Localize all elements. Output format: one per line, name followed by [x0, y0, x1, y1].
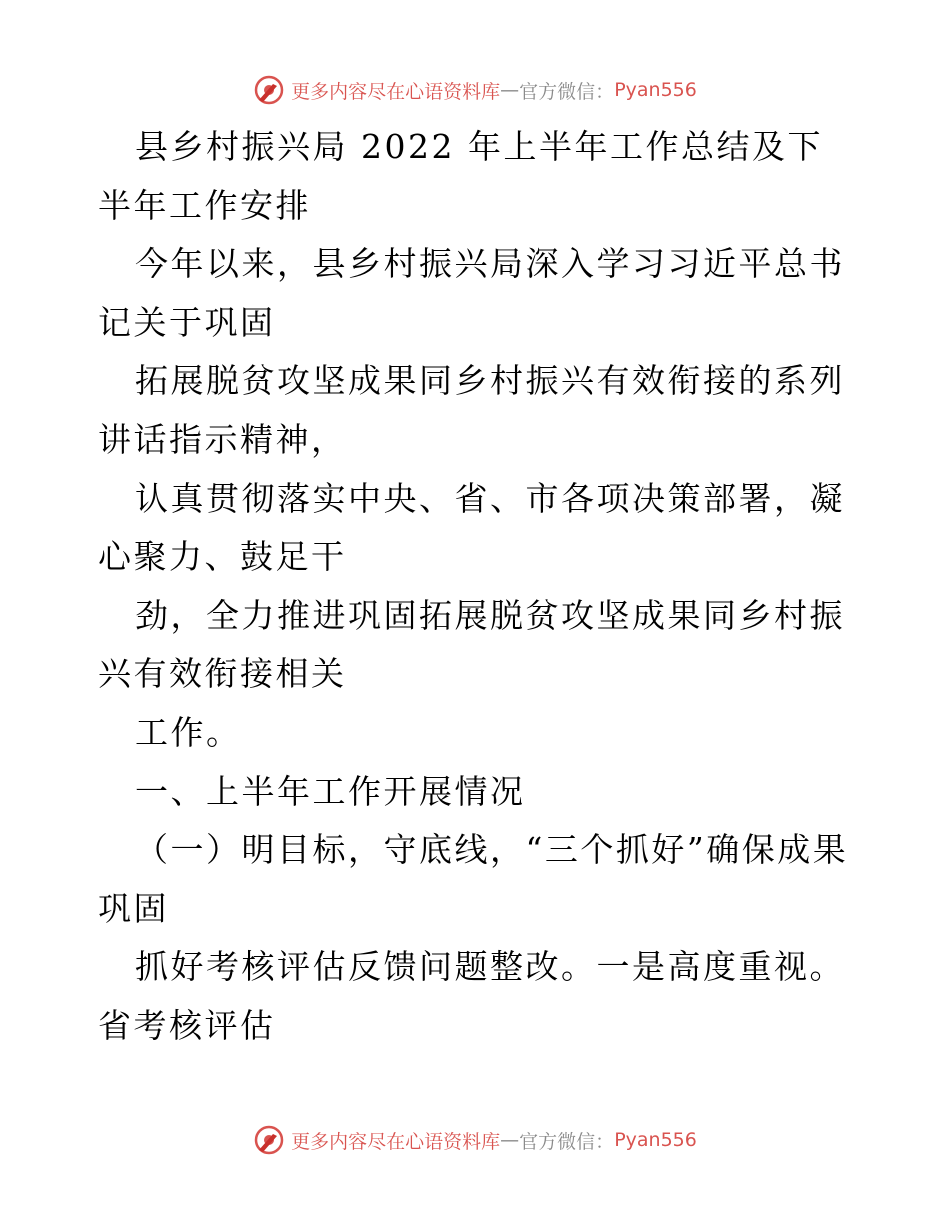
paragraph: 抓好考核评估反馈问题整改。一是高度重视。省考核评估 [98, 947, 845, 1045]
watermark-separator: — [500, 1129, 520, 1151]
watermark-wechat-id: Pyan556 [614, 1129, 697, 1151]
document-title: 县乡村振兴局 2022 年上半年工作总结及下半年工作安排 [98, 127, 823, 225]
watermark-wechat-id: Pyan556 [614, 79, 697, 101]
header-watermark [0, 70, 950, 110]
paragraph: 拓展脱贫攻坚成果同乡村振兴有效衔接的系列讲话指示精神， [98, 361, 845, 459]
watermark-wechat-label: 官方微信： [519, 80, 615, 103]
document-body [98, 118, 858, 1056]
paragraph: 劲，全力推进巩固拓展脱贫攻坚成果同乡村振兴有效衔接相关 [98, 595, 845, 694]
watermark-separator: — [500, 79, 520, 101]
subsection-heading: （一）明目标，守底线，“三个抓好”确保成果巩固 [98, 830, 849, 928]
pen-logo-icon [253, 1124, 285, 1156]
paragraph: 今年以来，县乡村振兴局深入学习习近平总书记关于巩固 [98, 244, 845, 342]
footer-watermark [0, 1120, 950, 1160]
section-heading: 一、上半年工作开展情况 [135, 771, 526, 811]
watermark-wechat-label: 官方微信： [519, 1130, 615, 1153]
watermark-site-text: 更多内容尽在心语资料库 [291, 80, 501, 103]
paragraph: 工作。 [135, 712, 242, 752]
pen-logo-icon [253, 74, 285, 106]
paragraph: 认真贯彻落实中央、省、市各项决策部署，凝心聚力、鼓足干 [98, 478, 845, 577]
watermark-site-text: 更多内容尽在心语资料库 [291, 1130, 501, 1153]
